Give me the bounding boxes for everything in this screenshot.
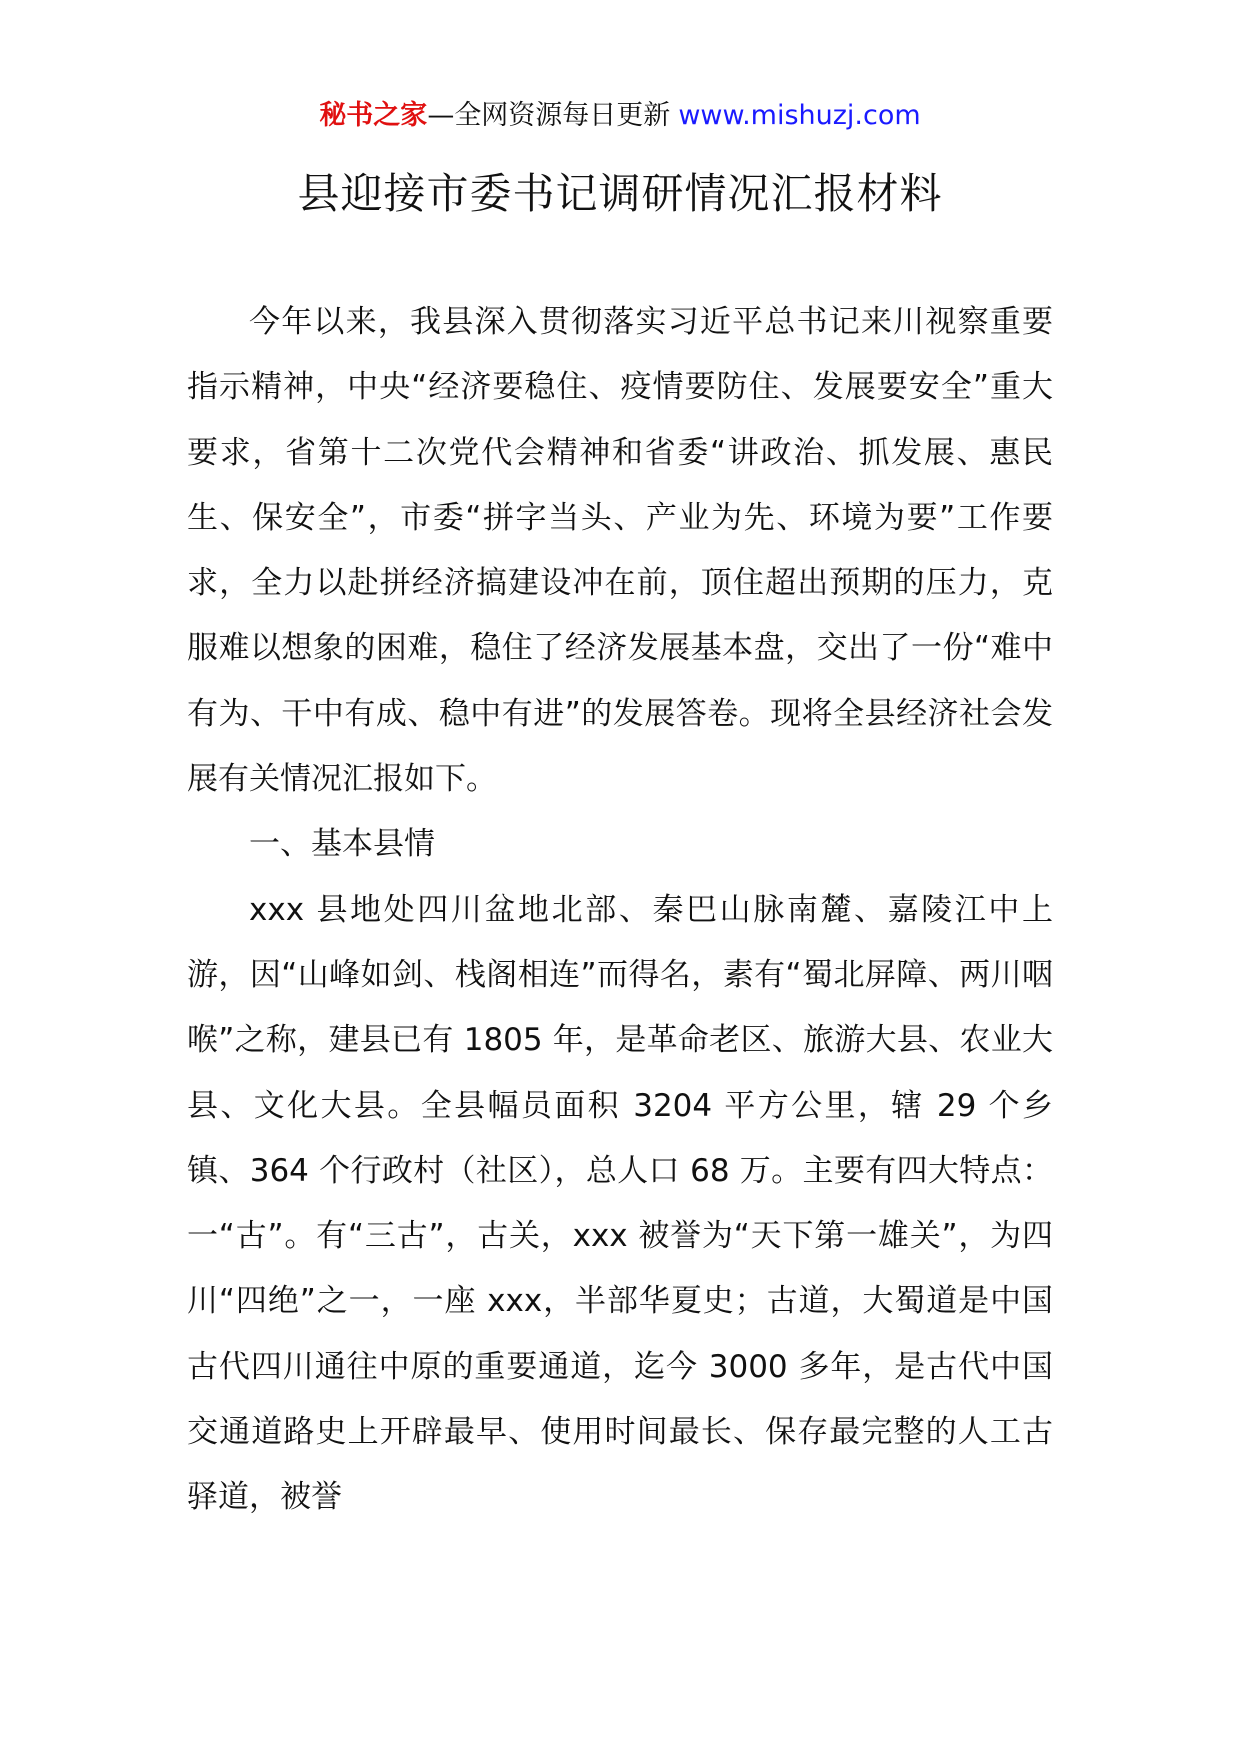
intro-paragraph: 今年以来，我县深入贯彻落实习近平总书记来川视察重要指示精神，中央“经济要稳住、疫情要防住、发展要安全”重大要求，省第十二次党代会精神和省委“讲政治、抓发展、惠民生、保安全”，市委“拼字当头、产业为先、环境为要”工作要求，全力以赴拼经济搞建设冲在前，顶住超出预期的压力，克服难以想象的困难，稳住了经济发展基本盘，交出了一份“难中有为、干中有成、稳中有进”的发展答卷。现将全县经济社会发展有关情况汇报如下。 [187, 304, 1053, 798]
document-body [187, 290, 1053, 1531]
section-paragraph-basic-info: xxx 县地处四川盆地北部、秦巴山脉南麓、嘉陵江中上游，因“山峰如剑、栈阁相连”而得名，素有“蜀北屏障、两川咽喉”之称，建县已有 1805 年，是革命老区、旅游大县、农业大县、文化大县。全县幅员面积 3204 平方公里，辖 29 个乡镇、364 个行政村（社区），总人口 68 万。主要有四大特点：一“古”。有“三古”，古关，xxx 被誉为“天下第一雄关”，为四川“四绝”之一，一座 xxx，半部华夏史；古道，大蜀道是中国古代四川通往中原的重要通道，迄今 3000 多年，是古代中国交通道路史上开辟最早、使用时间最长、保存最完整的人工古驿道，被誉 [187, 891, 1053, 1516]
document-title: 县迎接市委书记调研情况汇报材料 [297, 169, 943, 218]
banner-tagline: —全网资源每日更新 [427, 100, 671, 131]
site-url-link[interactable]: www.mishuzj.com [678, 100, 921, 131]
site-banner [0, 96, 1240, 136]
section-heading-basic-info: 一、基本县情 [249, 826, 435, 863]
brand-name: 秘书之家 [319, 100, 428, 131]
